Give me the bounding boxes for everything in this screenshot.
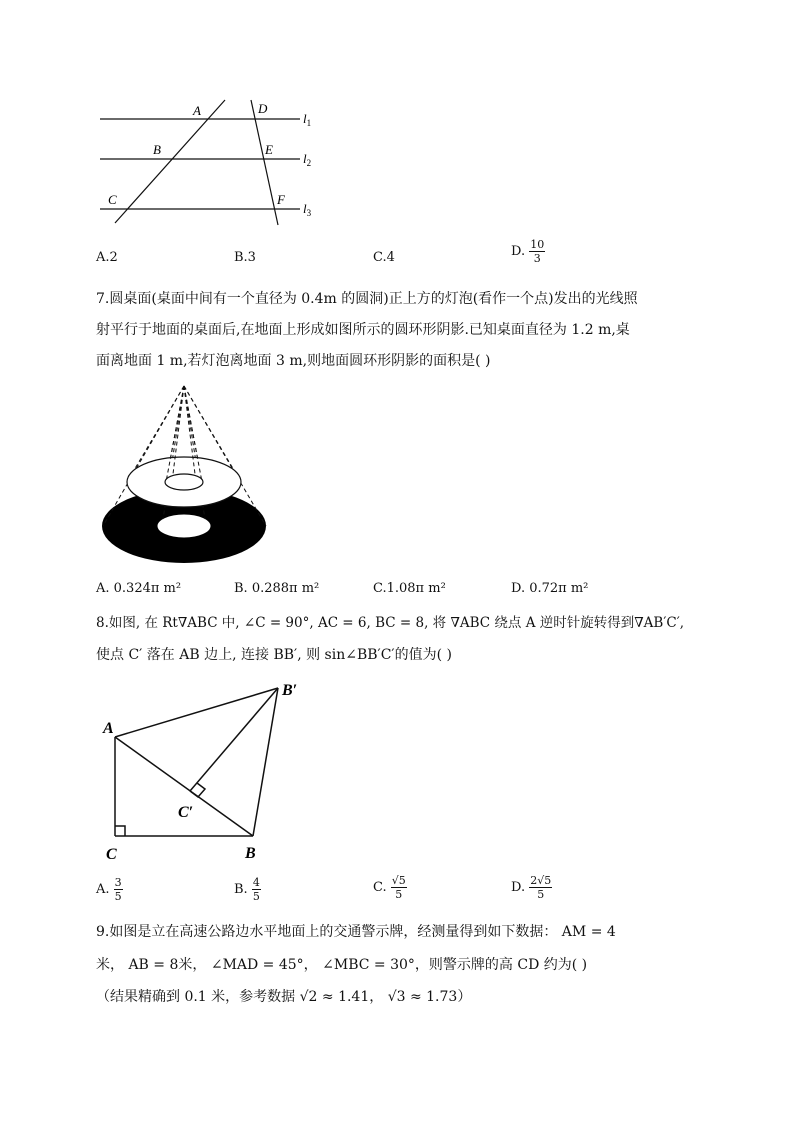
q6-option-d-fraction [529, 238, 545, 265]
fraction-denominator: 5 [395, 888, 403, 901]
option-prefix: B. [234, 882, 248, 897]
q6-option-b[interactable]: B.3 [234, 250, 256, 265]
fraction-numerator: 3 [114, 876, 122, 889]
fraction-numerator: 2√5 [530, 874, 552, 887]
option-prefix: D. [511, 880, 526, 895]
label-b: B [153, 142, 161, 157]
label-Cprime: C′ [178, 804, 194, 821]
q7-text-line3: 面离地面 1 m,若灯泡离地面 3 m,则地面圆环形阴影的面积是( ) [96, 353, 491, 369]
q8-text-line2: 使点 C′ 落在 AB 边上, 连接 BB′, 则 sin∠BB′C′的值为( ) [96, 647, 452, 663]
q7-option-d[interactable]: D. 0.72π m² [511, 581, 589, 596]
rotated-triangle-figure [98, 675, 318, 870]
q8-option-a[interactable] [96, 876, 123, 903]
option-prefix: C. [373, 880, 387, 895]
label-l2: $l_2$ [303, 151, 312, 168]
label-Bprime: B′ [282, 682, 298, 699]
fraction-numerator: √5 [391, 874, 406, 887]
q7-text-line2: 射平行于地面的桌面后,在地面上形成如图所示的圆环形阴影.已知桌面直径为 1.2 m,桌 [96, 322, 630, 338]
fraction-denominator: 5 [114, 890, 122, 903]
fraction-denominator: 3 [533, 252, 541, 265]
label-l3: $l_3$ [303, 201, 312, 218]
fraction-numerator: 4 [252, 876, 260, 889]
q8-option-a-fraction [114, 876, 123, 903]
cone-shadow-figure [98, 380, 273, 570]
label-A: A [103, 720, 114, 737]
q7-option-c[interactable]: C.1.08π m² [373, 581, 446, 596]
fraction-denominator: 5 [537, 888, 545, 901]
label-c: C [108, 192, 117, 207]
q6-option-a[interactable]: A.2 [96, 250, 118, 265]
q8-option-b[interactable] [234, 876, 261, 903]
q6-option-d-prefix: D. [511, 244, 526, 259]
label-d: D [258, 101, 268, 116]
q7-option-a[interactable]: A. 0.324π m² [96, 581, 182, 596]
q6-option-c[interactable]: C.4 [373, 250, 395, 265]
label-f: F [277, 192, 285, 207]
label-l1: $l_1$ [303, 111, 312, 128]
q9-text-line1: 9.如图是立在高速公路边水平地面上的交通警示牌，经测量得到如下数据： AM = 4 [96, 924, 616, 940]
option-prefix: A. [96, 882, 110, 897]
label-e: E [265, 142, 273, 157]
parallel-lines-figure [95, 95, 325, 230]
q8-option-d-fraction [529, 874, 552, 901]
fraction-denominator: 5 [252, 890, 260, 903]
ground-hole [157, 514, 211, 538]
q8-option-c[interactable] [373, 874, 407, 901]
label-C: C [106, 846, 117, 863]
label-B: B [245, 845, 256, 862]
label-a: A [193, 103, 201, 118]
q8-option-b-fraction [252, 876, 261, 903]
q8-option-c-fraction [391, 874, 407, 901]
q6-option-d[interactable] [511, 238, 545, 265]
q8-option-d[interactable] [511, 874, 552, 901]
q7-option-b[interactable]: B. 0.288π m² [234, 581, 320, 596]
q7-text-line1: 7.圆桌面(桌面中间有一个直径为 0.4m 的圆洞)正上方的灯泡(看作一个点)发出的光线照 [96, 291, 638, 307]
table-hole [165, 474, 203, 490]
q8-text-line1: 8.如图, 在 Rt∇ABC 中, ∠C = 90°, AC = 6, BC = 8, 将 ∇ABC 绕点 A 逆时针旋转得到∇AB′C′, [96, 615, 685, 631]
fraction-numerator: 10 [530, 238, 545, 251]
q9-text-line2: 米， AB = 8米， ∠MAD = 45°， ∠MBC = 30°，则警示牌的高 CD 约为( ) [96, 957, 588, 973]
q9-text-line3: （结果精确到 0.1 米，参考数据 √2 ≈ 1.41， √3 ≈ 1.73） [96, 989, 472, 1005]
